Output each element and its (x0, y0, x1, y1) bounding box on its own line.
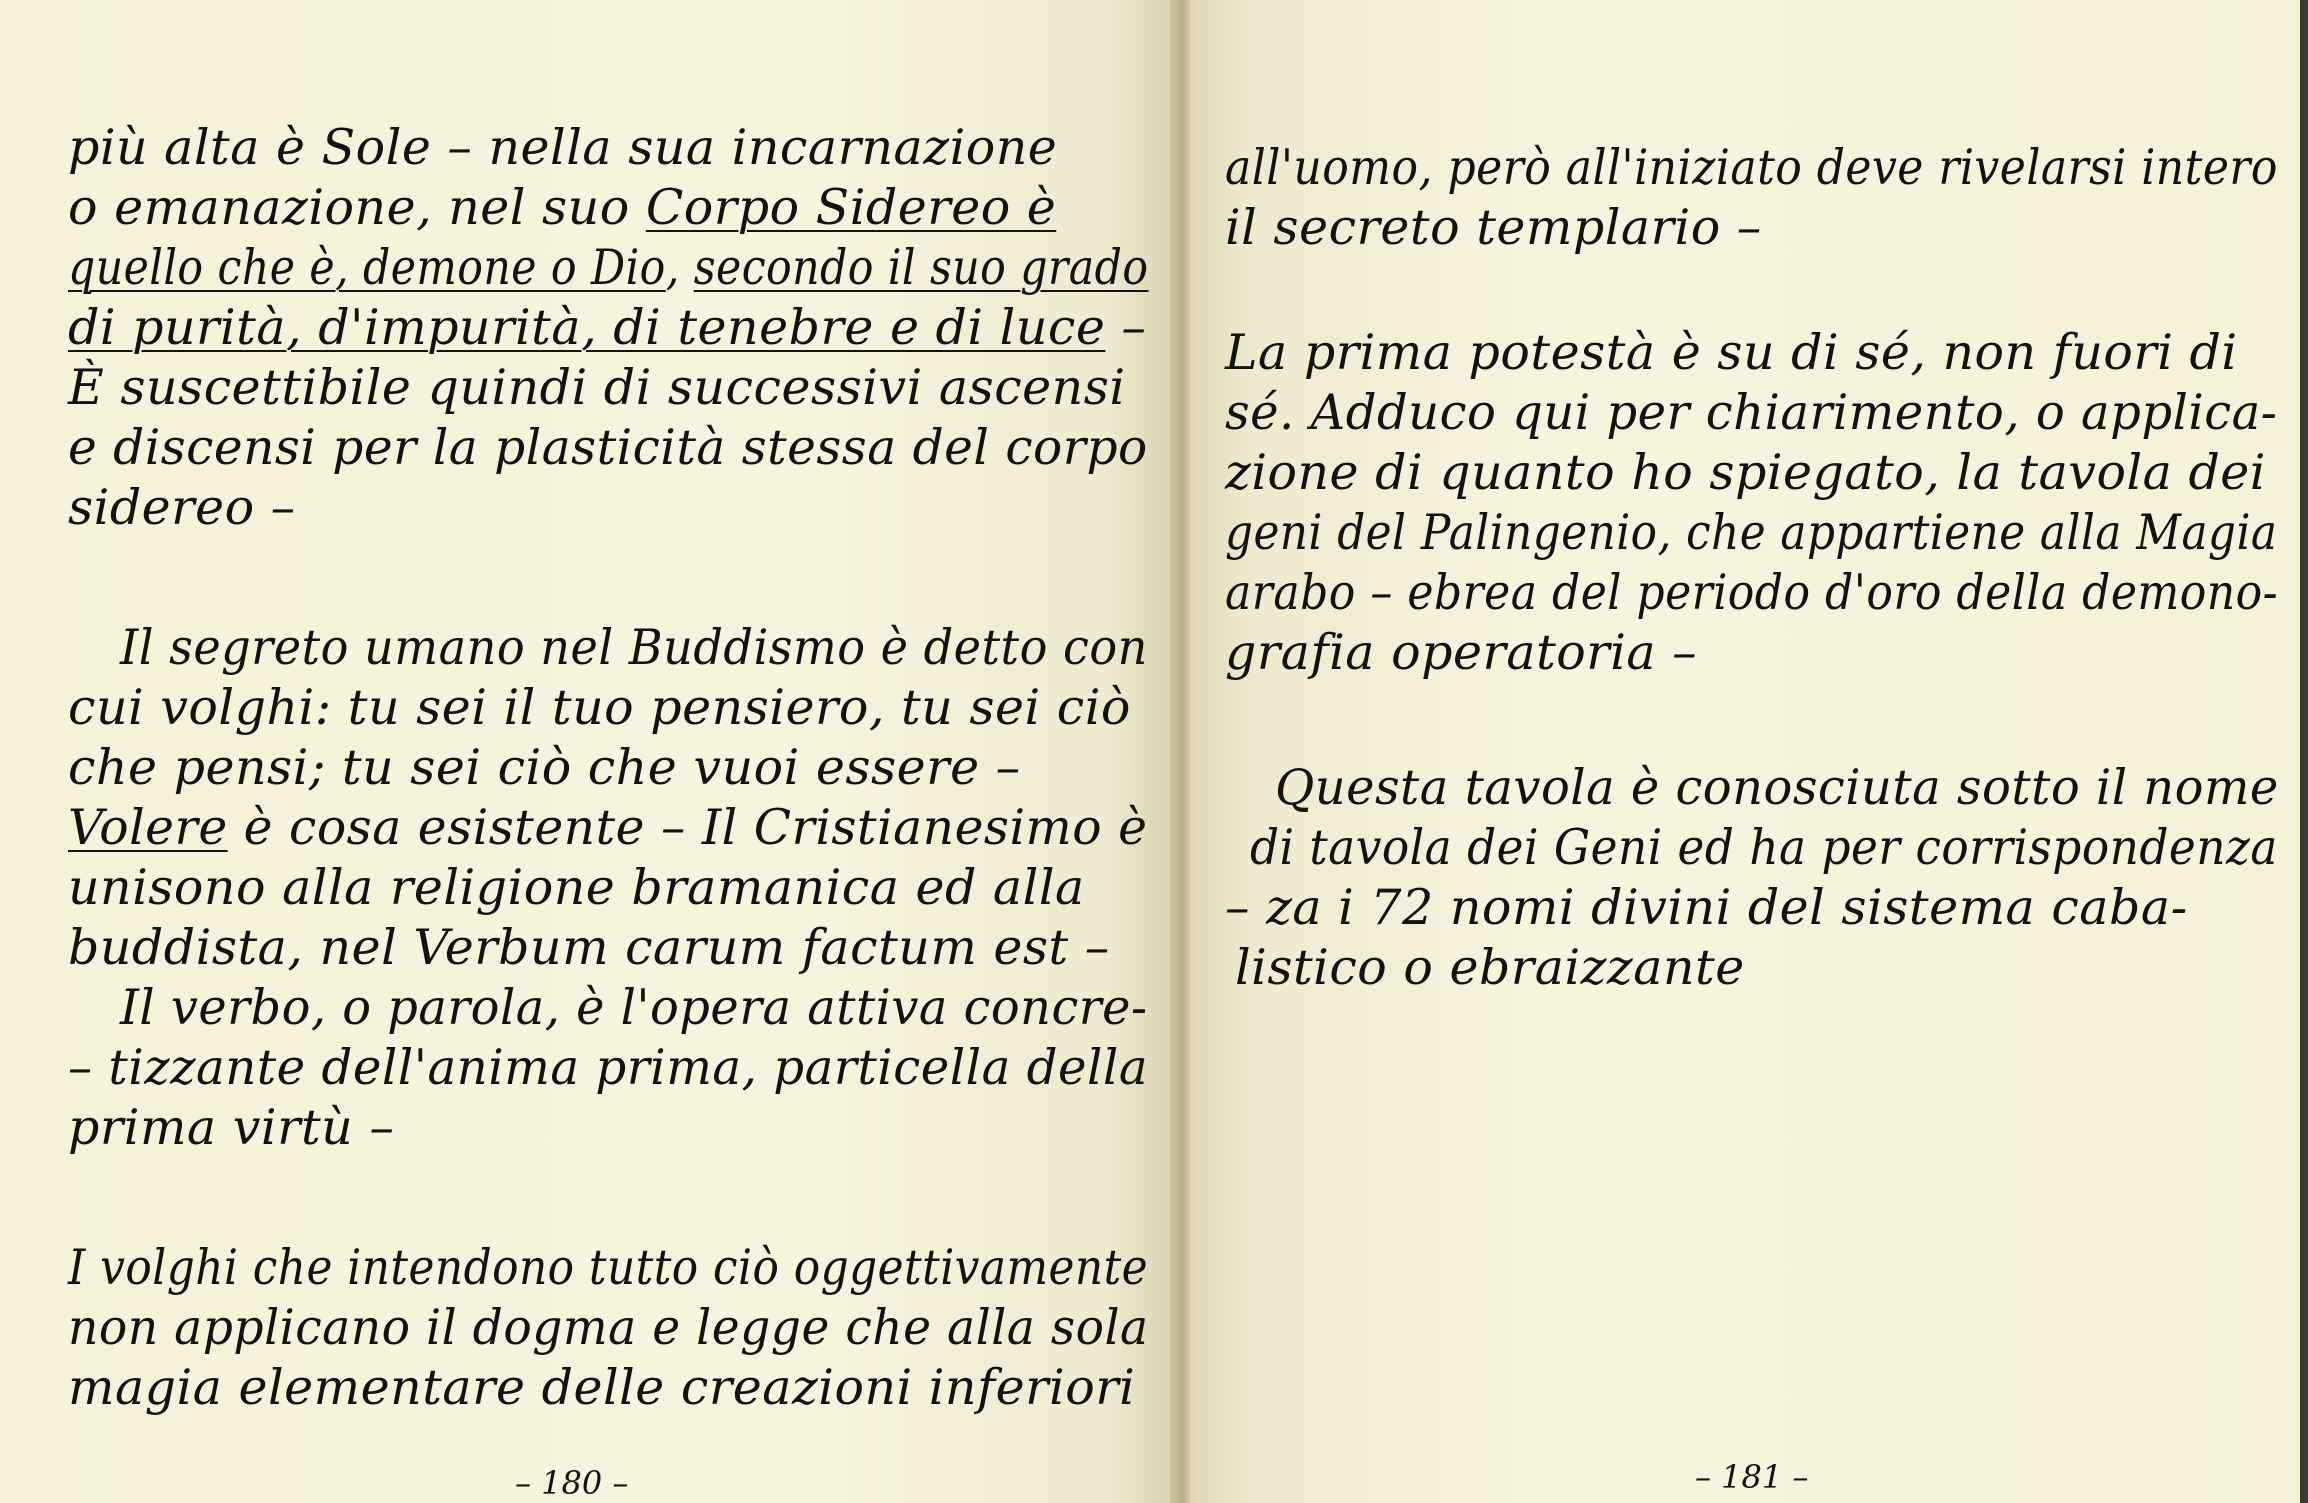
underlined-text: Volere (68, 799, 228, 856)
underlined-text: demone o Dio (362, 239, 666, 296)
left-line-10: che pensi; tu sei ciò che vuoi essere – (68, 739, 1021, 796)
right-line-4: sé. Adduco qui per chiarimento, o applica- (1225, 384, 2278, 441)
right-line-11: – za i 72 nomi divini del sistema caba- (1225, 879, 2188, 936)
right-line-6: geni del Palingenio, che appartiene alla Magia (1225, 504, 2278, 561)
right-line-2: il secreto templario – (1225, 199, 1762, 256)
text: – (1105, 299, 1147, 356)
text: o emanazione, nel suo (68, 179, 646, 236)
right-line-7: arabo – ebrea del periodo d'oro della demono- (1225, 564, 2279, 621)
underlined-text: secondo il suo grado (693, 239, 1149, 296)
right-line-3: La prima potestà è su di sé, non fuori di (1225, 324, 2238, 381)
underlined-text: quello che è, (68, 239, 363, 296)
left-line-6: e discensi per la plasticità stessa del corpo (68, 419, 1148, 476)
left-line-14: Il verbo, o parola, è l'opera attiva concre- (120, 979, 1148, 1036)
right-line-8: grafia operatoria – (1225, 624, 1698, 681)
left-line-18: non applicano il dogma e legge che alla sola (68, 1299, 1149, 1356)
left-line-9: cui volghi: tu sei il tuo pensiero, tu sei ciò (68, 679, 1131, 736)
right-line-10: di tavola dei Geni ed ha per corrispondenza (1250, 819, 2278, 876)
left-line-5: È suscettibile quindi di successivi ascensi (68, 359, 1126, 416)
left-line-12: unisono alla religione bramanica ed alla (68, 859, 1085, 916)
right-line-5: zione di quanto ho spiegato, la tavola dei (1225, 444, 2266, 501)
page-number-right: – 181 – (1695, 1458, 1809, 1496)
page-number-left: – 180 – (515, 1464, 629, 1502)
left-line-7: sidereo – (68, 479, 296, 536)
left-line-15: – tizzante dell'anima prima, particella della (68, 1039, 1149, 1096)
text: , (665, 239, 694, 296)
scan-edge (2300, 0, 2308, 1503)
right-line-9: Questa tavola è conosciuta sotto il nome (1275, 759, 2279, 816)
underlined-text: Corpo Sidereo è (645, 179, 1057, 236)
right-line-1: all'uomo, però all'iniziato deve rivelarsi intero (1225, 139, 2278, 196)
left-line-4 (68, 298, 1146, 358)
left-line-1: più alta è Sole – nella sua incarnazione (68, 119, 1058, 176)
left-line-2 (68, 178, 1056, 238)
left-line-8: Il segreto umano nel Buddismo è detto con (120, 619, 1148, 676)
left-line-11 (68, 798, 1147, 858)
left-line-17: I volghi che intendono tutto ciò oggettivamente (68, 1239, 1149, 1296)
left-line-3 (68, 238, 1148, 298)
underlined-text: di purità, d'impurità, di tenebre e di luce (68, 299, 1106, 356)
left-line-16: prima virtù – (68, 1099, 395, 1156)
right-page (1190, 0, 2308, 1503)
text: è cosa esistente – Il Cristianesimo è (227, 799, 1148, 856)
left-line-19: magia elementare delle creazioni inferiori (68, 1359, 1136, 1416)
right-line-12: listico o ebraizzante (1235, 939, 1745, 996)
left-line-13: buddista, nel Verbum carum factum est – (68, 919, 1110, 976)
